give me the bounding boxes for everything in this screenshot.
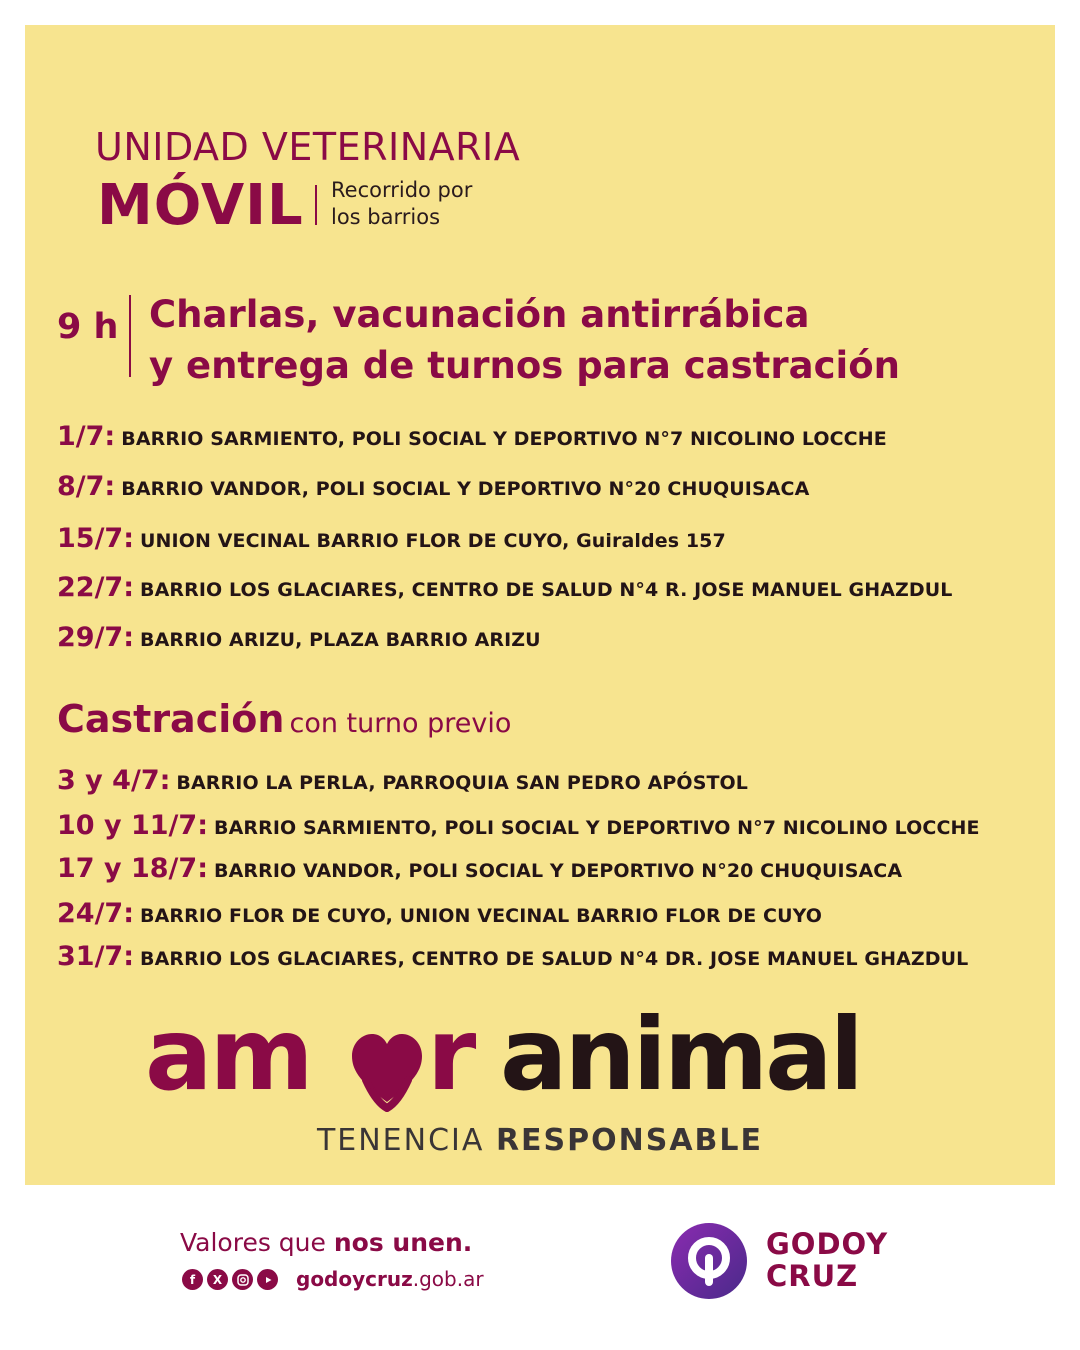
x-icon[interactable]: X	[207, 1269, 228, 1290]
tenencia-label: TENENCIA	[316, 1123, 485, 1158]
castracion-title-bold: Castración	[57, 697, 285, 741]
activity-description	[149, 289, 900, 391]
castracion-place: BARRIO FLOR DE CUYO, UNION VECINAL BARRIO FLOR DE CUYO	[140, 905, 823, 927]
slogan-regular: Valores que	[180, 1228, 326, 1257]
schedule-place: UNION VECINAL BARRIO FLOR DE CUYO, Guiraldes 157	[140, 530, 726, 552]
gc-line1: GODOY	[766, 1227, 889, 1261]
castracion-title-rest: con turno previo	[289, 708, 512, 739]
site-bold: godoycruz	[296, 1267, 413, 1291]
schedule-item	[57, 622, 541, 653]
castracion-date: 17 y 18/7:	[57, 853, 208, 884]
castracion-item	[57, 898, 822, 929]
header-subtitle	[331, 177, 472, 231]
schedule-item	[57, 572, 953, 603]
activity-line1: Charlas, vacunación antirrábica	[149, 293, 810, 336]
schedule-date: 15/7:	[57, 523, 135, 554]
heart-cat-icon	[350, 1032, 424, 1112]
facebook-icon[interactable]: f	[182, 1269, 203, 1290]
slogan-bold: nos unen.	[333, 1228, 473, 1257]
castracion-item	[57, 853, 902, 884]
castracion-date: 24/7:	[57, 898, 135, 929]
social-icons	[182, 1269, 278, 1290]
gc-line2: CRUZ	[766, 1259, 859, 1293]
castracion-date: 3 y 4/7:	[57, 765, 171, 796]
castracion-date: 31/7:	[57, 941, 135, 972]
header-title: UNIDAD VETERINARIA	[95, 125, 521, 169]
logo-amor-am: am	[145, 996, 311, 1113]
godoy-cruz-wordmark	[766, 1228, 888, 1292]
schedule-date: 22/7:	[57, 572, 135, 603]
schedule-place: BARRIO ARIZU, PLAZA BARRIO ARIZU	[140, 629, 541, 651]
instagram-icon[interactable]	[232, 1269, 253, 1290]
responsable-label: RESPONSABLE	[495, 1123, 764, 1158]
castracion-item	[57, 941, 968, 972]
youtube-icon[interactable]	[257, 1269, 278, 1290]
schedule-place: BARRIO SARMIENTO, POLI SOCIAL Y DEPORTIVO N°7 NICOLINO LOCCHE	[121, 428, 887, 450]
godoy-cruz-logo-icon	[668, 1220, 750, 1302]
poster-panel	[25, 25, 1055, 1185]
schedule-date: 29/7:	[57, 622, 135, 653]
castracion-item	[57, 810, 980, 841]
website-link[interactable]	[296, 1267, 484, 1291]
activity-divider	[129, 295, 131, 377]
castracion-item	[57, 765, 748, 796]
castracion-date: 10 y 11/7:	[57, 810, 208, 841]
site-rest: .gob.ar	[412, 1267, 484, 1291]
schedule-date: 8/7:	[57, 471, 116, 502]
schedule-item	[57, 471, 809, 502]
castracion-place: BARRIO LA PERLA, PARROQUIA SAN PEDRO APÓSTOL	[176, 772, 748, 794]
logo-animal: animal	[500, 996, 861, 1113]
activity-line2: y entrega de turnos para castración	[149, 344, 900, 387]
castracion-title	[57, 697, 511, 741]
tenencia-responsable	[25, 1123, 1055, 1158]
header-movil: MÓVIL	[97, 173, 304, 238]
header-subtitle-line1: Recorrido por	[331, 178, 473, 202]
castracion-place: BARRIO LOS GLACIARES, CENTRO DE SALUD N°4 DR. JOSE MANUEL GHAZDUL	[140, 948, 969, 970]
schedule-item	[57, 523, 726, 554]
schedule-place: BARRIO LOS GLACIARES, CENTRO DE SALUD N°4 R. JOSE MANUEL GHAZDUL	[140, 579, 953, 601]
schedule-place: BARRIO VANDOR, POLI SOCIAL Y DEPORTIVO N°20 CHUQUISACA	[121, 478, 810, 500]
schedule-date: 1/7:	[57, 421, 116, 452]
castracion-place: BARRIO VANDOR, POLI SOCIAL Y DEPORTIVO N°20 CHUQUISACA	[214, 860, 903, 882]
header-subtitle-line2: los barrios	[331, 205, 441, 229]
header-divider	[315, 185, 317, 225]
activity-time: 9 h	[57, 307, 119, 347]
castracion-place: BARRIO SARMIENTO, POLI SOCIAL Y DEPORTIVO N°7 NICOLINO LOCCHE	[214, 817, 980, 839]
footer-slogan	[180, 1228, 472, 1257]
schedule-item	[57, 421, 887, 452]
logo-amor-r: r	[427, 996, 474, 1113]
